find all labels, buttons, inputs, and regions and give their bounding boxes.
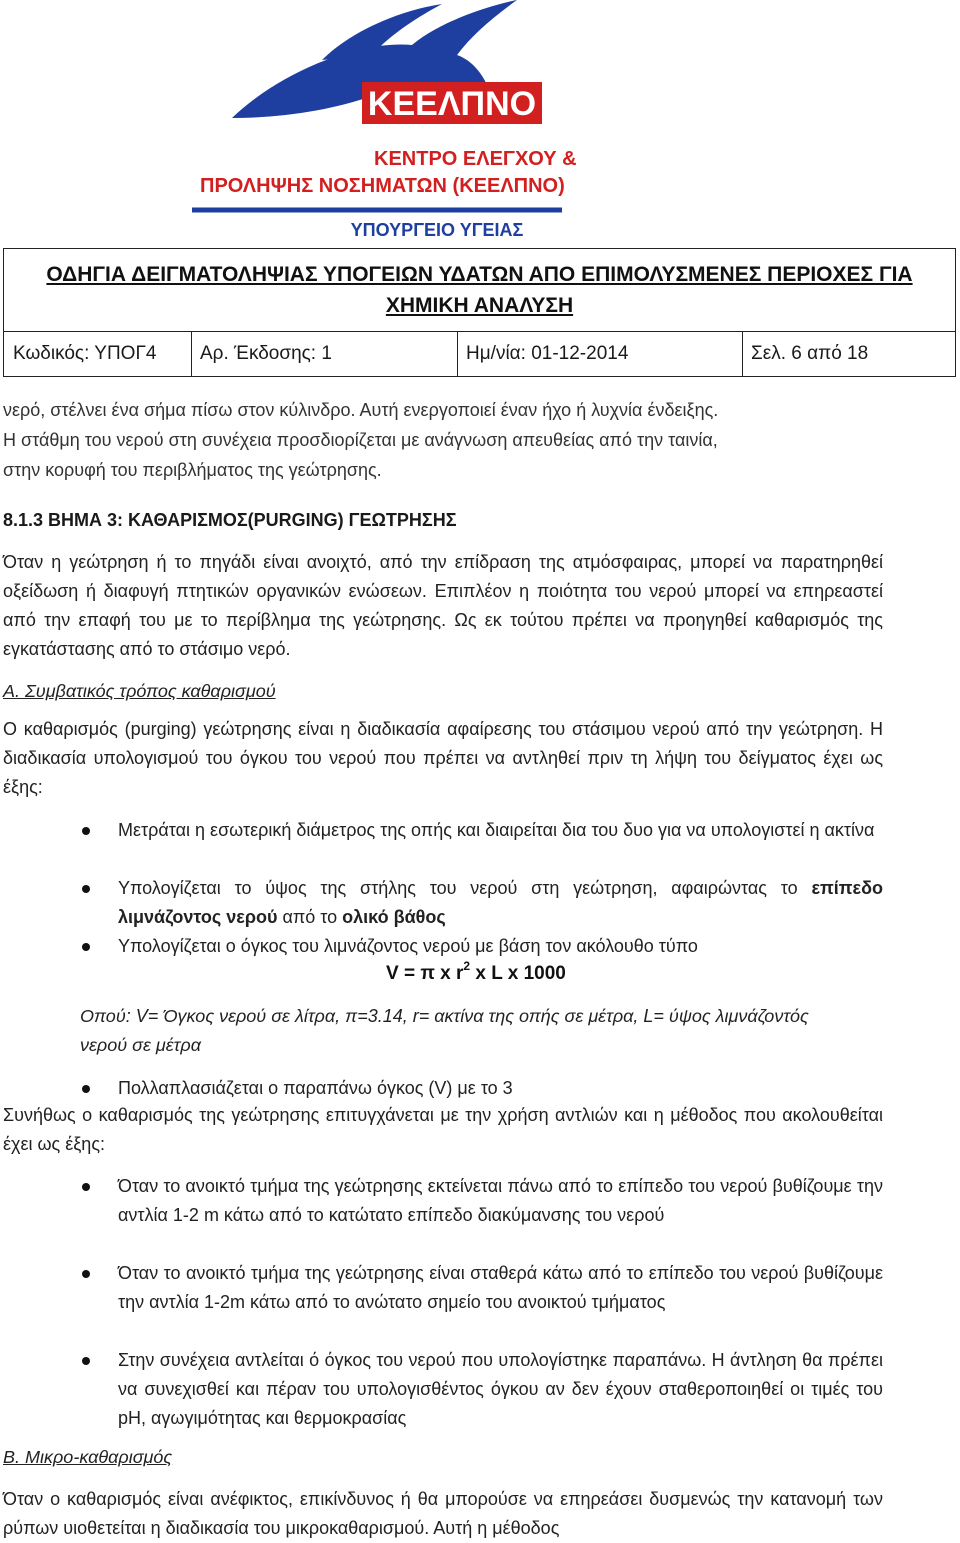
bullet-icon <box>82 1085 90 1093</box>
logo-brand: ΚΕΕΛΠΝΟ <box>367 85 537 123</box>
bullet-icon <box>82 827 90 835</box>
list-item: Όταν το ανοικτό τμήμα της γεώτρησης είναι σταθερά κάτω από το επίπεδο του νερού βυθίζουμε την αντλία 1-2m κάτω από το ανώτατο σημείο του ανοικτού τμήματος <box>118 1259 883 1317</box>
doc-edition: Αρ. Έκδοσης: 1 <box>200 343 332 364</box>
logo-ministry: ΥΠΟΥΡΓΕΙΟ ΥΓΕΙΑΣ <box>350 220 524 240</box>
intro-line-2: Η στάθμη του νερού στη συνέχεια προσδιορίζεται με ανάγνωση απευθείας από την ταινία, <box>3 430 718 450</box>
formula-legend: Οπού: V= Όγκος νερού σε λίτρα, π=3.14, r= ακτίνα της οπής σε μέτρα, L= ύψος λιμνάζοντός νερού σε μέτρα <box>80 1006 809 1055</box>
subsection-a-paragraph: Ο καθαρισμός (purging) γεώτρησης είναι η διαδικασία αφαίρεσης του στάσιμου νερού από την γεώτρηση. Η διαδικασία υπολογισμού του όγκου του νερού που πρέπει να αντληθεί πριν τη λήψη του δείγματος έχει ως έξης: <box>3 719 883 797</box>
doc-date: Ημ/νία: 01-12-2014 <box>466 343 629 364</box>
logo-line1: ΚΕΝΤΡΟ ΕΛΕΓΧΟΥ & <box>374 148 577 170</box>
intro-line-1: νερό, στέλνει ένα σήμα πίσω στον κύλινδρο. Αυτή ενεργοποιεί έναν ήχο ή λυχνία ένδειξης. <box>3 400 719 420</box>
section-paragraph: Όταν η γεώτρηση ή το πηγάδι είναι ανοιχτό, από την επίδραση της ατμόσφαιρας, μπορεί να παρατηρηθεί οξείδωση ή διαφυγή πτητικών οργανικών ενώσεων. Επιπλέον η ποιότητα του νερού μπορεί να επηρεαστεί από την επαφή του με το περίβλημα της γεώτρησης. Ως εκ τούτου πρέπει να προηγηθεί καθαρισμός της εγκατάστασης από το στάσιμο νερό. <box>3 552 883 659</box>
doc-code: Κωδικός: ΥΠΟΓ4 <box>13 343 157 364</box>
purging-intro: Συνήθως ο καθαρισμός της γεώτρησης επιτυγχάνεται με την χρήση αντλιών και η μέθοδος που ακολουθείται έχει ως έξης: <box>3 1105 883 1154</box>
bullet-icon <box>82 1183 90 1191</box>
list-item: Υπολογίζεται ο όγκος του λιμνάζοντος νερού με βάση τον ακόλουθο τύπο <box>118 932 883 961</box>
list-item: Στην συνέχεια αντλείται ό όγκος του νερού που υπολογίστηκε παραπάνω. Η άντληση θα πρέπει να συνεχισθεί και πέραν του υπολογισθέντος όγκου αν δεν έχουν σταθεροποιηθεί οι τιμές του pH, αγωγιμότητας και θερμοκρασίας <box>118 1346 883 1433</box>
list-item: Μετράται η εσωτερική διάμετρος της οπής και διαιρείται δια του δυο για να υπολογιστεί η ακτίνα <box>118 816 883 845</box>
document-title: ΟΔΗΓΙΑ ΔΕΙΓΜΑΤΟΛΗΨΙΑΣ ΥΠΟΓΕΙΩΝ ΥΔΑΤΩΝ ΑΠΟ ΕΠΙΜΟΛΥΣΜΕΝΕΣ ΠΕΡΙΟΧΕΣ ΓΙΑ ΧΗΜΙΚΗ ΑΝΑΛΥΣΗ <box>46 263 913 317</box>
subsection-a-heading: Α. Συμβατικός τρόπος καθαρισμού <box>3 681 276 701</box>
list-item: Πολλαπλασιάζεται ο παραπάνω όγκος (V) με το 3 <box>118 1074 883 1103</box>
doc-page: Σελ. 6 από 18 <box>751 343 869 364</box>
section-heading: 8.1.3 ΒΗΜΑ 3: ΚΑΘΑΡΙΣΜΟΣ(PURGING) ΓΕΩΤΡΗΣΗΣ <box>3 510 457 530</box>
bullet-icon <box>82 943 90 951</box>
list-item: Υπολογίζεται το ύψος της στήλης του νερού στη γεώτρηση, αφαιρώντας το επίπεδο λιμνάζοντος νερού από το ολικό βάθος <box>118 874 883 932</box>
bullet-icon <box>82 1357 90 1365</box>
subsection-b-paragraph: Όταν ο καθαρισμός είναι ανέφικτος, επικίνδυνος ή θα μπορούσε να επηρεάσει δυσμενώς την κατανομή των ρύπων υιοθετείται η διαδικασία του μικροκαθαρισμού. Αυτή η μέθοδος <box>3 1489 883 1538</box>
logo-line2: ΠΡΟΛΗΨΗΣ ΝΟΣΗΜΑΤΩΝ (ΚΕΕΛΠΝΟ) <box>200 175 565 197</box>
intro-line-3: στην κορυφή του περιβλήματος της γεώτρησης. <box>3 460 382 480</box>
bullet-icon <box>82 1270 90 1278</box>
subsection-b-heading: Β. Μικρο-καθαρισμός <box>3 1447 173 1467</box>
list-item: Όταν το ανοικτό τμήμα της γεώτρησης εκτείνεται πάνω από το επίπεδο του νερού βυθίζουμε την αντλία 1-2 m κάτω από το κατώτατο επίπεδο διακύμανσης του νερού <box>118 1172 883 1230</box>
volume-formula: V = π x $r^2$ x L x 1000 <box>386 958 566 984</box>
document-header <box>3 248 956 377</box>
bullet-icon <box>82 885 90 893</box>
keelpno-logo <box>172 0 577 243</box>
